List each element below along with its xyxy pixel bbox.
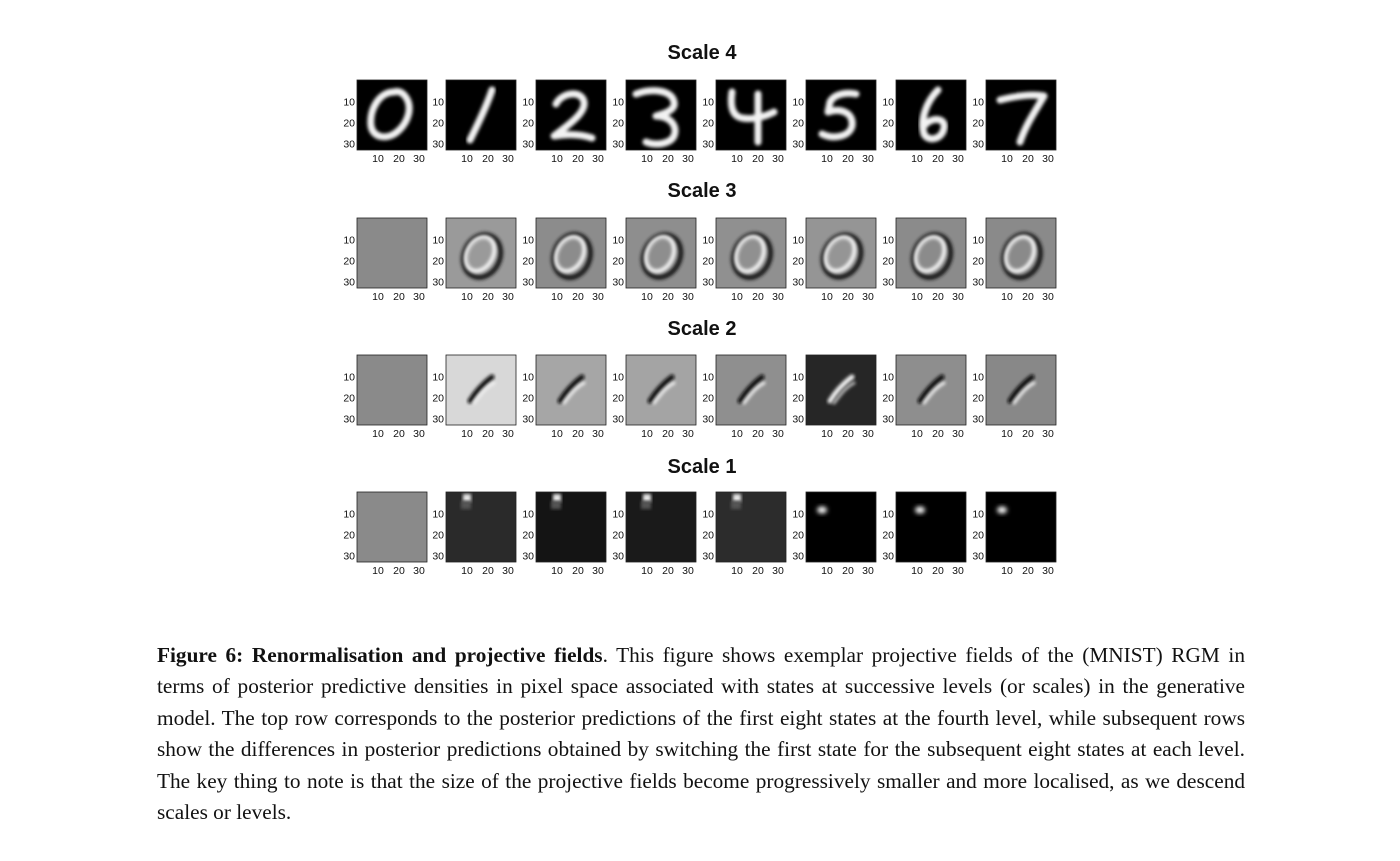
y-tick-label: 10 [702,234,714,247]
figure-row-scale-1 [343,456,1056,577]
projective-field-panel [612,218,696,303]
x-tick-label: 30 [952,565,964,577]
x-tick-label: 30 [682,153,694,165]
x-tick-label: 20 [482,291,494,303]
projective-field-panel [792,80,876,165]
projective-field-panel [343,355,427,440]
x-tick-label: 30 [862,153,874,165]
x-tick-label: 10 [1001,428,1013,440]
y-tick-label: 10 [702,508,714,521]
y-tick-label: 10 [432,96,444,109]
projective-field-panel [612,492,696,577]
y-tick-label: 20 [432,392,444,405]
projective-field-panel [612,80,696,165]
x-tick-label: 20 [572,291,584,303]
x-tick-label: 20 [482,153,494,165]
x-tick-label: 10 [641,565,653,577]
x-tick-label: 10 [731,291,743,303]
y-tick-label: 20 [792,255,804,268]
projective-field-panel [702,492,786,577]
x-tick-label: 20 [932,565,944,577]
panel-background [806,492,876,562]
projective-field-panel [972,80,1056,165]
x-tick-label: 10 [461,428,473,440]
y-tick-label: 10 [432,234,444,247]
y-tick-label: 10 [792,234,804,247]
y-tick-label: 20 [522,529,534,542]
x-tick-label: 30 [682,291,694,303]
x-tick-label: 10 [461,153,473,165]
x-tick-label: 30 [862,291,874,303]
x-tick-label: 30 [502,291,514,303]
dot-mark [997,507,1007,514]
x-tick-label: 20 [752,428,764,440]
y-tick-label: 30 [702,550,714,563]
y-tick-label: 10 [972,371,984,384]
y-tick-label: 30 [972,550,984,563]
y-tick-label: 30 [612,413,624,426]
caption-text: . This figure shows exemplar projective fields of the (MNIST) RGM in terms of posterior predictive densities in pixel space associated with states at successive levels (or scales) in the generative model. The top row corresponds to the posterior predictions of the first eight states at the fourth level, while subsequent rows show the differences in posterior predictions obtained by switching the first state for the subsequent eight states at each level. The key thing to note is that the size of the projective fields become progressively smaller and more localised, as we descend scales or levels. [157,643,1245,825]
y-tick-label: 30 [882,413,894,426]
y-tick-label: 10 [522,371,534,384]
x-tick-label: 20 [1022,291,1034,303]
y-tick-label: 30 [432,550,444,563]
spot-grey-mark [461,501,471,509]
projective-field-panel [432,80,516,165]
x-tick-label: 20 [1022,565,1034,577]
x-tick-label: 10 [911,153,923,165]
y-tick-label: 20 [432,117,444,130]
y-tick-label: 10 [522,96,534,109]
x-tick-label: 20 [752,291,764,303]
x-tick-label: 30 [502,428,514,440]
x-tick-label: 30 [1042,291,1054,303]
y-tick-label: 10 [792,371,804,384]
y-tick-label: 10 [882,96,894,109]
x-tick-label: 20 [842,153,854,165]
y-tick-label: 20 [522,255,534,268]
y-tick-label: 30 [792,276,804,289]
y-tick-label: 30 [702,276,714,289]
x-tick-label: 20 [932,153,944,165]
x-tick-label: 10 [641,291,653,303]
x-tick-label: 10 [821,153,833,165]
y-tick-label: 30 [343,138,355,151]
y-tick-label: 10 [972,96,984,109]
x-tick-label: 10 [372,291,384,303]
x-tick-label: 20 [393,291,405,303]
y-tick-label: 10 [522,234,534,247]
y-tick-label: 20 [343,392,355,405]
y-tick-label: 20 [882,117,894,130]
x-tick-label: 10 [461,565,473,577]
spot-light-mark [463,494,471,502]
projective-field-panel [882,80,966,165]
projective-field-panel [702,355,786,440]
y-tick-label: 10 [343,96,355,109]
x-tick-label: 20 [662,565,674,577]
projective-field-panel [432,492,516,577]
x-tick-label: 20 [1022,428,1034,440]
y-tick-label: 10 [522,508,534,521]
x-tick-label: 30 [413,291,425,303]
y-tick-label: 30 [792,138,804,151]
projective-field-panel [522,492,606,577]
projective-field-panel [343,80,427,165]
y-tick-label: 10 [343,234,355,247]
x-tick-label: 10 [911,428,923,440]
x-tick-label: 20 [572,428,584,440]
y-tick-label: 20 [882,255,894,268]
y-tick-label: 20 [882,392,894,405]
y-tick-label: 10 [792,508,804,521]
y-tick-label: 20 [432,255,444,268]
y-tick-label: 30 [882,138,894,151]
panel-background [357,355,427,425]
x-tick-label: 30 [952,428,964,440]
panel-background [986,492,1056,562]
projective-field-panel [792,218,876,303]
spot-grey-mark [731,501,741,509]
x-tick-label: 30 [413,153,425,165]
figure-row-scale-3 [343,180,1056,303]
y-tick-label: 20 [702,529,714,542]
panel-background [446,492,516,562]
x-tick-label: 30 [502,153,514,165]
y-tick-label: 20 [612,392,624,405]
x-tick-label: 10 [641,153,653,165]
y-tick-label: 30 [432,276,444,289]
y-tick-label: 20 [612,117,624,130]
x-tick-label: 20 [842,565,854,577]
x-tick-label: 10 [731,153,743,165]
panel-background [357,492,427,562]
x-tick-label: 30 [1042,428,1054,440]
panel-background [536,80,606,150]
x-tick-label: 10 [551,428,563,440]
x-tick-label: 10 [821,291,833,303]
x-tick-label: 30 [862,428,874,440]
scale-title: Scale 3 [667,180,737,202]
y-tick-label: 30 [343,413,355,426]
figure-caption [157,640,1245,828]
projective-field-panel [702,218,786,303]
projective-field-panel [522,218,606,303]
y-tick-label: 10 [612,96,624,109]
y-tick-label: 10 [612,234,624,247]
projective-field-panel [972,355,1056,440]
projective-field-panel [343,218,427,303]
projective-field-panel [702,80,786,165]
y-tick-label: 20 [972,255,984,268]
x-tick-label: 10 [372,153,384,165]
y-tick-label: 20 [522,392,534,405]
panel-background [626,492,696,562]
y-tick-label: 30 [972,276,984,289]
x-tick-label: 20 [393,428,405,440]
y-tick-label: 10 [792,96,804,109]
x-tick-label: 10 [1001,153,1013,165]
x-tick-label: 10 [821,428,833,440]
x-tick-label: 30 [772,291,784,303]
x-tick-label: 20 [393,565,405,577]
y-tick-label: 10 [612,371,624,384]
y-tick-label: 30 [612,550,624,563]
projective-field-panel [792,492,876,577]
x-tick-label: 20 [662,291,674,303]
y-tick-label: 30 [432,413,444,426]
x-tick-label: 10 [731,565,743,577]
projective-field-panel [972,492,1056,577]
x-tick-label: 20 [1022,153,1034,165]
y-tick-label: 20 [522,117,534,130]
x-tick-label: 30 [1042,565,1054,577]
x-tick-label: 10 [461,291,473,303]
y-tick-label: 30 [702,413,714,426]
y-tick-label: 30 [522,276,534,289]
y-tick-label: 10 [972,508,984,521]
x-tick-label: 20 [572,565,584,577]
y-tick-label: 10 [432,508,444,521]
projective-field-panel [612,355,696,440]
x-tick-label: 20 [842,428,854,440]
y-tick-label: 20 [792,392,804,405]
dot-mark [817,507,827,514]
x-tick-label: 10 [641,428,653,440]
y-tick-label: 20 [343,255,355,268]
x-tick-label: 10 [821,565,833,577]
x-tick-label: 30 [1042,153,1054,165]
x-tick-label: 30 [592,565,604,577]
y-tick-label: 10 [702,371,714,384]
y-tick-label: 10 [882,234,894,247]
projective-field-panel [522,355,606,440]
x-tick-label: 20 [932,291,944,303]
projective-field-panel [882,492,966,577]
x-tick-label: 10 [911,291,923,303]
y-tick-label: 20 [702,255,714,268]
x-tick-label: 20 [393,153,405,165]
scale-title: Scale 2 [667,318,737,340]
dot-mark [915,507,925,514]
panel-background [536,492,606,562]
caption-label: Figure 6: Renormalisation and projective fields [157,643,603,667]
y-tick-label: 20 [702,117,714,130]
y-tick-label: 30 [612,276,624,289]
panel-background [716,492,786,562]
y-tick-label: 30 [972,138,984,151]
x-tick-label: 30 [772,428,784,440]
y-tick-label: 10 [343,371,355,384]
projective-field-panel [882,218,966,303]
projective-field-panel [343,492,427,577]
x-tick-label: 10 [372,565,384,577]
y-tick-label: 10 [612,508,624,521]
y-tick-label: 20 [432,529,444,542]
y-tick-label: 20 [612,255,624,268]
x-tick-label: 20 [932,428,944,440]
x-tick-label: 30 [862,565,874,577]
x-tick-label: 30 [413,565,425,577]
projective-field-panel [522,80,606,165]
x-tick-label: 30 [682,565,694,577]
x-tick-label: 30 [592,153,604,165]
y-tick-label: 30 [882,550,894,563]
y-tick-label: 30 [522,413,534,426]
y-tick-label: 20 [343,117,355,130]
scale-title: Scale 4 [667,42,737,64]
y-tick-label: 20 [972,392,984,405]
x-tick-label: 10 [551,153,563,165]
spot-light-mark [733,494,741,502]
projective-field-panel [972,218,1056,303]
y-tick-label: 20 [343,529,355,542]
projective-field-panel [432,218,516,303]
x-tick-label: 30 [592,291,604,303]
y-tick-label: 10 [882,508,894,521]
y-tick-label: 10 [432,371,444,384]
scale-title: Scale 1 [667,456,737,478]
y-tick-label: 20 [972,117,984,130]
y-tick-label: 30 [612,138,624,151]
x-tick-label: 10 [911,565,923,577]
x-tick-label: 30 [592,428,604,440]
x-tick-label: 20 [752,153,764,165]
y-tick-label: 20 [702,392,714,405]
x-tick-label: 20 [482,565,494,577]
y-tick-label: 20 [792,117,804,130]
y-tick-label: 30 [792,413,804,426]
figure-row-scale-4 [343,42,1056,165]
spot-grey-mark [551,501,561,509]
projective-field-panel [882,355,966,440]
y-tick-label: 10 [882,371,894,384]
x-tick-label: 30 [682,428,694,440]
panel-background [896,492,966,562]
y-tick-label: 20 [972,529,984,542]
y-tick-label: 30 [702,138,714,151]
x-tick-label: 30 [502,565,514,577]
y-tick-label: 30 [972,413,984,426]
x-tick-label: 20 [662,153,674,165]
x-tick-label: 20 [752,565,764,577]
x-tick-label: 10 [1001,291,1013,303]
y-tick-label: 30 [522,550,534,563]
x-tick-label: 30 [413,428,425,440]
x-tick-label: 10 [731,428,743,440]
x-tick-label: 20 [842,291,854,303]
spot-light-mark [643,494,651,502]
y-tick-label: 10 [702,96,714,109]
y-tick-label: 30 [343,276,355,289]
spot-grey-mark [641,501,651,509]
panel-background [357,218,427,288]
x-tick-label: 30 [952,153,964,165]
y-tick-label: 20 [882,529,894,542]
x-tick-label: 30 [772,153,784,165]
x-tick-label: 30 [772,565,784,577]
y-tick-label: 30 [432,138,444,151]
y-tick-label: 30 [792,550,804,563]
x-tick-label: 10 [1001,565,1013,577]
y-tick-label: 10 [343,508,355,521]
y-tick-label: 30 [522,138,534,151]
y-tick-label: 30 [343,550,355,563]
figure-row-scale-2 [343,318,1056,440]
projective-field-panel [432,355,516,440]
x-tick-label: 30 [952,291,964,303]
x-tick-label: 10 [551,291,563,303]
x-tick-label: 20 [482,428,494,440]
projective-field-panel [792,355,876,440]
x-tick-label: 10 [372,428,384,440]
spot-light-mark [553,494,561,502]
y-tick-label: 30 [882,276,894,289]
y-tick-label: 20 [612,529,624,542]
y-tick-label: 10 [972,234,984,247]
x-tick-label: 20 [662,428,674,440]
y-tick-label: 20 [792,529,804,542]
x-tick-label: 20 [572,153,584,165]
x-tick-label: 10 [551,565,563,577]
